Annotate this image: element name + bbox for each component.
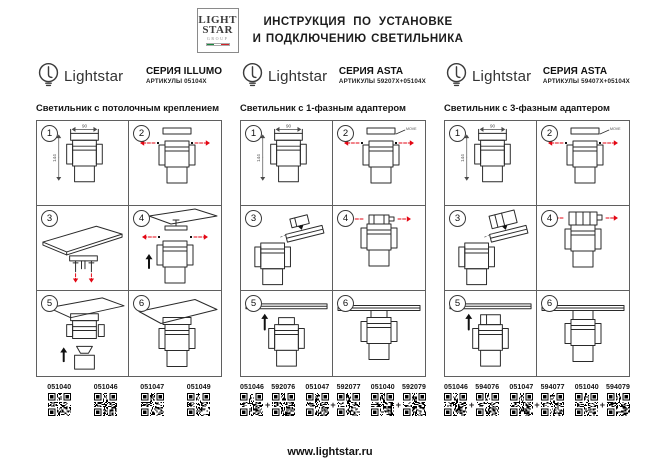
brand-row <box>444 60 630 92</box>
step-cell-2 <box>537 121 629 206</box>
article-number: 594077 <box>540 384 565 391</box>
step-cell-1 <box>445 121 537 206</box>
code-item <box>575 384 599 416</box>
article-number: 051046 <box>93 384 118 391</box>
lightstar-bulb-logo-icon <box>36 61 61 91</box>
brand-name: Lightstar <box>268 67 328 85</box>
code-item <box>541 384 565 416</box>
step-number-badge: 6 <box>541 295 558 312</box>
article-number: 051049 <box>186 384 211 391</box>
steps-grid <box>444 120 630 377</box>
code-item <box>509 384 533 416</box>
svg-text:MOVE: MOVE <box>406 127 417 131</box>
article-number: 051046 <box>240 384 264 391</box>
step-cell-5 <box>241 291 333 376</box>
code-item <box>444 384 468 416</box>
step-cell-3 <box>445 206 537 291</box>
code-item <box>47 384 71 416</box>
article-number: 592076 <box>271 384 296 391</box>
instruction-column-1 <box>36 60 222 416</box>
brand-name: Lightstar <box>64 67 124 85</box>
logo-word-light: LIGHT <box>198 13 237 26</box>
plus-sign: + <box>330 400 336 410</box>
flag-stripe <box>214 44 221 45</box>
step-cell-4 <box>129 206 221 291</box>
code-item <box>140 384 164 416</box>
code-item <box>187 384 211 416</box>
svg-text:144: 144 <box>459 154 465 162</box>
column-subtitle: Светильник с 3-фазным адаптером <box>444 102 610 113</box>
steps-grid <box>240 120 426 377</box>
step-number-badge: 3 <box>449 210 466 227</box>
website-url: www.lightstar.ru <box>287 446 373 458</box>
series-block <box>146 66 222 85</box>
code-item <box>475 384 499 416</box>
step-number-badge: 1 <box>245 125 262 142</box>
series-block <box>543 66 630 85</box>
article-number: 594079 <box>606 384 630 391</box>
article-number: 594076 <box>475 384 500 391</box>
article-codes-row <box>36 384 222 416</box>
step-cell-3 <box>241 206 333 291</box>
step-number-badge: 6 <box>337 295 354 312</box>
series-label: СЕРИЯ ASTA <box>542 66 608 78</box>
italy-flag-icon <box>206 43 230 46</box>
code-group <box>305 384 360 416</box>
flag-stripe <box>207 44 214 45</box>
qr-code <box>575 393 598 416</box>
qr-code <box>187 393 210 416</box>
step-cell-6 <box>537 291 629 376</box>
qr-code <box>541 393 564 416</box>
step-number-badge: 3 <box>245 210 262 227</box>
qr-code <box>94 393 117 416</box>
qr-code <box>272 393 295 416</box>
plus-sign: + <box>468 400 475 410</box>
code-group <box>240 384 295 416</box>
code-group <box>444 384 499 416</box>
step-cell-2 <box>129 121 221 206</box>
logo-word-group: GROUP <box>206 36 229 42</box>
brand-name: Lightstar <box>472 67 532 85</box>
articles-label: АРТИКУЛЫ 59207X+05104X <box>338 78 426 86</box>
qr-code <box>510 393 533 416</box>
step-number-badge: 5 <box>449 295 466 312</box>
series-label: СЕРИЯ ILLUMO <box>145 66 222 78</box>
code-group <box>575 384 630 416</box>
column-subtitle: Светильник с потолочным креплением <box>36 102 219 113</box>
article-number: 051047 <box>305 384 330 391</box>
title-line-1: ИНСТРУКЦИЯ ПО УСТАНОВКЕ <box>263 15 453 28</box>
article-codes-row <box>240 384 426 416</box>
brand-row <box>36 60 222 92</box>
step-number-badge: 5 <box>245 295 262 312</box>
articles-label: АРТИКУЛЫ 05104X <box>145 78 207 86</box>
svg-text:MOVE: MOVE <box>610 127 621 131</box>
step-cell-1 <box>37 121 129 206</box>
step-number-badge: 2 <box>133 125 150 142</box>
qr-code <box>48 393 71 416</box>
article-codes-row <box>444 384 630 416</box>
code-group <box>47 384 71 416</box>
code-item <box>271 384 295 416</box>
plus-sign: + <box>395 400 402 410</box>
svg-text:90: 90 <box>285 123 292 129</box>
step-number-badge: 4 <box>541 210 558 227</box>
article-number: 592077 <box>336 384 361 391</box>
lightstar-group-logo <box>197 8 239 53</box>
code-item <box>402 384 426 416</box>
step-cell-4 <box>537 206 629 291</box>
step-number-badge: 1 <box>41 125 58 142</box>
code-item <box>371 384 395 416</box>
plus-sign: + <box>534 400 540 410</box>
svg-text:144: 144 <box>255 154 261 162</box>
step-cell-1 <box>241 121 333 206</box>
code-item <box>305 384 329 416</box>
step-number-badge: 2 <box>541 125 558 142</box>
lightstar-bulb-logo-icon <box>240 61 265 91</box>
article-number: 051046 <box>444 384 468 391</box>
step-number-badge: 4 <box>133 210 150 227</box>
code-item <box>337 384 361 416</box>
qr-code <box>141 393 164 416</box>
qr-code <box>337 393 360 416</box>
logo-word-star: STAR <box>202 23 233 36</box>
step-cell-5 <box>37 291 129 376</box>
article-number: 051040 <box>574 384 599 391</box>
step-cell-4 <box>333 206 425 291</box>
qr-code <box>240 393 263 416</box>
flag-stripe <box>221 44 228 45</box>
lightstar-bulb-logo-icon <box>444 61 469 91</box>
article-number: 592079 <box>402 384 426 391</box>
qr-code <box>371 393 394 416</box>
code-group <box>509 384 564 416</box>
qr-code <box>607 393 630 416</box>
code-group <box>371 384 426 416</box>
article-number: 051040 <box>370 384 395 391</box>
step-cell-3 <box>37 206 129 291</box>
step-cell-5 <box>445 291 537 376</box>
qr-code <box>403 393 426 416</box>
column-subtitle: Светильник с 1-фазным адаптером <box>240 102 406 113</box>
step-cell-6 <box>333 291 425 376</box>
step-cell-2 <box>333 121 425 206</box>
instruction-column-2 <box>240 60 426 416</box>
instruction-column-3 <box>444 60 630 416</box>
step-number-badge: 4 <box>337 210 354 227</box>
article-number: 051047 <box>140 384 165 391</box>
page-title <box>253 14 464 47</box>
plus-sign: + <box>264 400 271 410</box>
step-number-badge: 6 <box>133 295 150 312</box>
step-cell-6 <box>129 291 221 376</box>
instruction-columns <box>36 60 630 416</box>
step-number-badge: 3 <box>41 210 58 227</box>
steps-grid <box>36 120 222 377</box>
code-item <box>606 384 630 416</box>
code-item <box>94 384 118 416</box>
series-label: СЕРИЯ ASTA <box>338 66 404 78</box>
brand-row <box>240 60 426 92</box>
step-number-badge: 2 <box>337 125 354 142</box>
qr-code <box>476 393 499 416</box>
code-group <box>140 384 164 416</box>
qr-code <box>306 393 329 416</box>
code-group <box>187 384 211 416</box>
title-line-2: И ПОДКЛЮЧЕНИЮ СВЕТИЛЬНИКА <box>252 32 464 45</box>
step-number-badge: 5 <box>41 295 58 312</box>
qr-code <box>444 393 467 416</box>
svg-text:144: 144 <box>51 154 57 162</box>
svg-text:90: 90 <box>81 123 88 129</box>
code-group <box>94 384 118 416</box>
articles-label: АРТИКУЛЫ 59407X+05104X <box>542 78 630 86</box>
header <box>0 8 660 53</box>
svg-text:90: 90 <box>489 123 496 129</box>
step-number-badge: 1 <box>449 125 466 142</box>
code-item <box>240 384 264 416</box>
plus-sign: + <box>599 400 606 410</box>
article-number: 051040 <box>47 384 72 391</box>
series-block <box>339 66 426 85</box>
article-number: 051047 <box>509 384 534 391</box>
